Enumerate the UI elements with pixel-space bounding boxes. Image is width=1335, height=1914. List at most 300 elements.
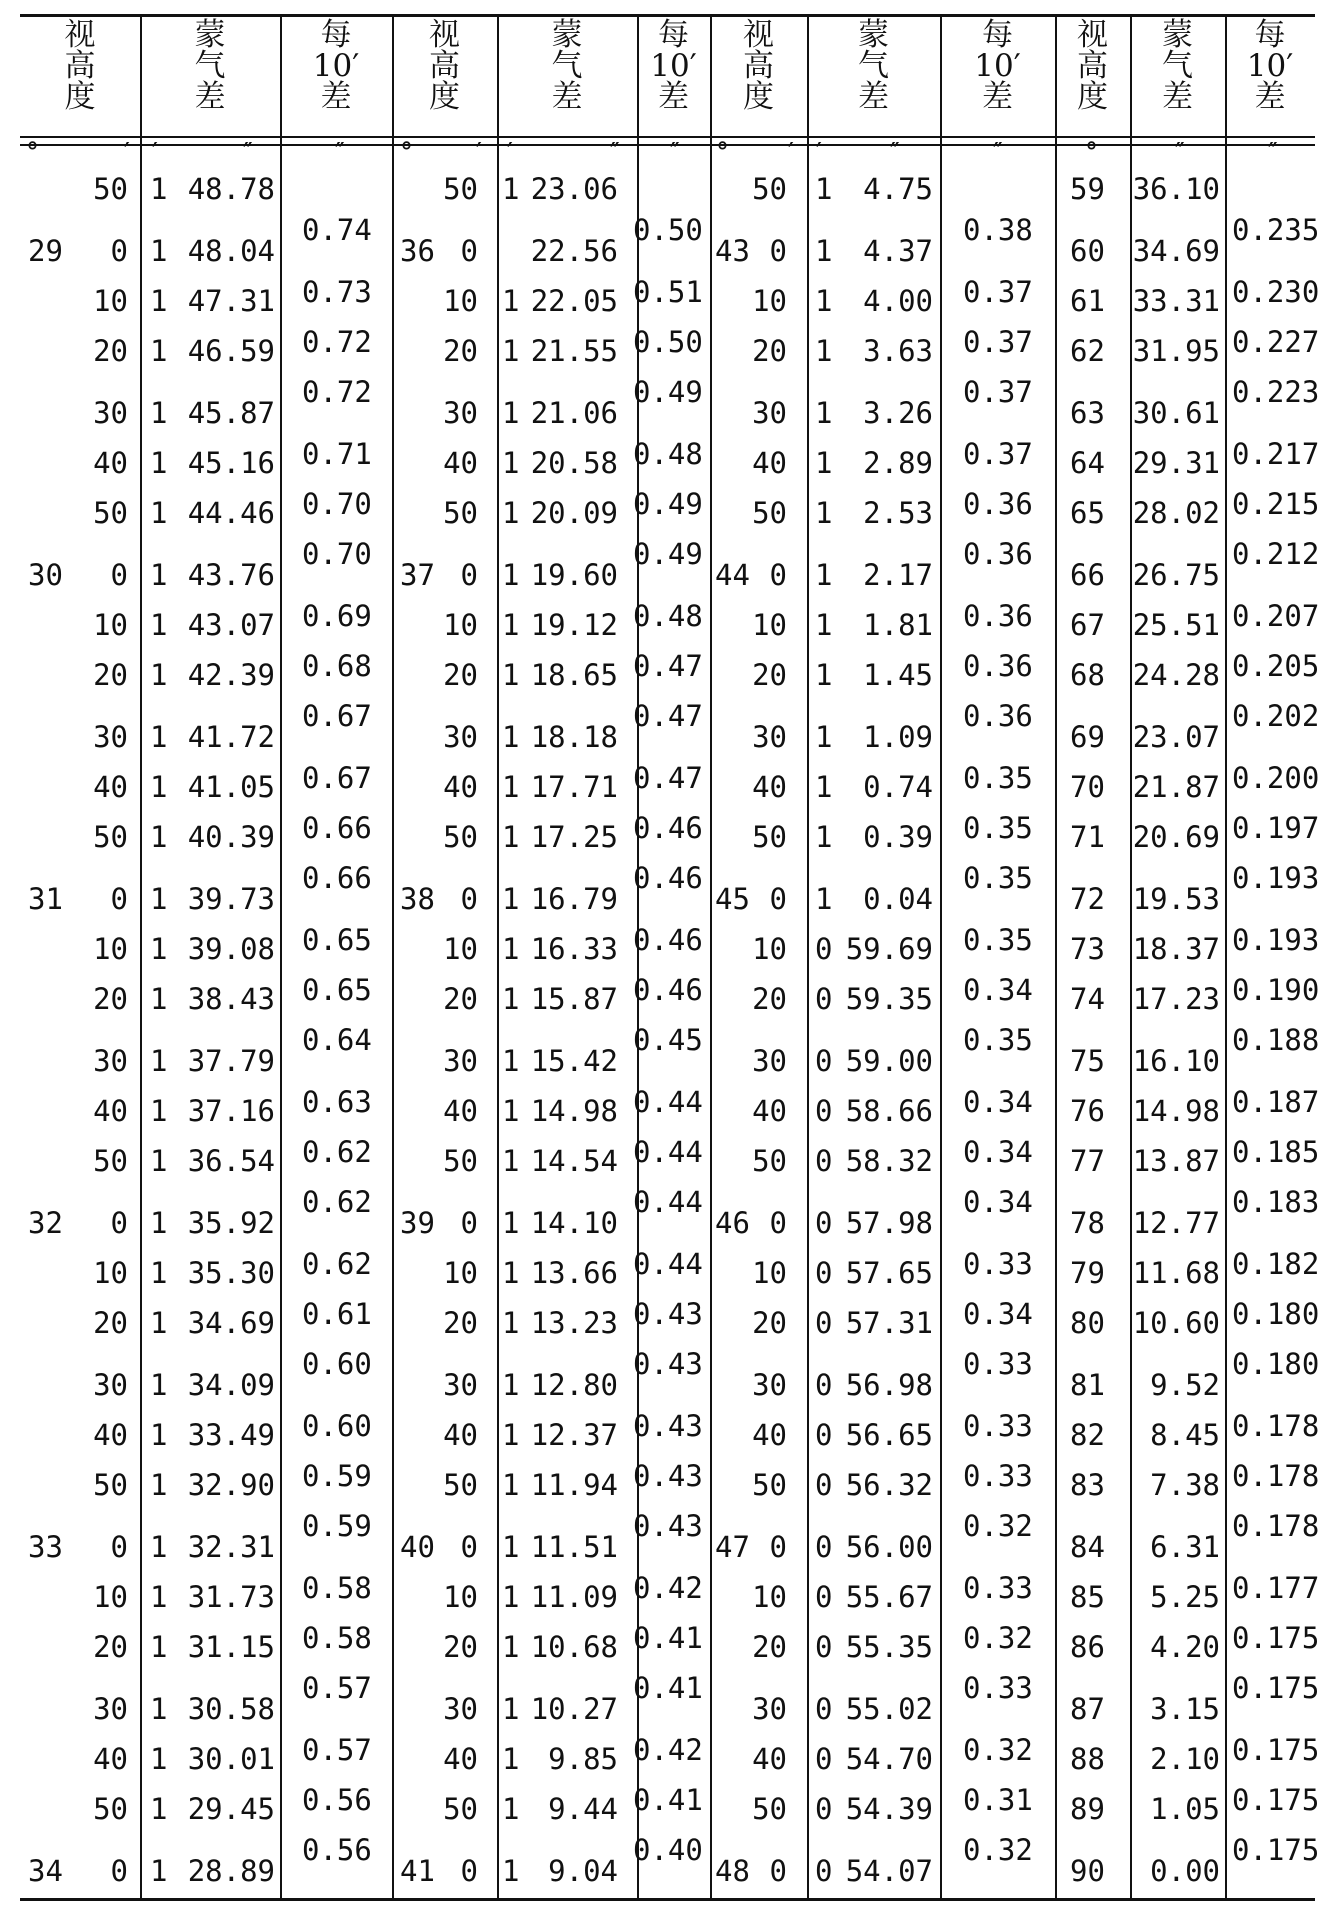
difference-per-10: 0.36: [963, 537, 1033, 571]
refraction-seconds: 32.31: [187, 1530, 275, 1564]
altitude-minutes: 10: [752, 932, 787, 966]
altitude-minutes: 30: [93, 1044, 128, 1078]
refraction-seconds: 57.31: [845, 1306, 933, 1340]
altitude-minutes: 0: [460, 558, 478, 592]
difference-per-10: 0.68: [302, 649, 372, 683]
altitude-degrees: 47: [715, 1530, 750, 1564]
difference-per-10: 0.45: [633, 1023, 703, 1057]
altitude-degrees: 69: [1070, 720, 1105, 754]
refraction-minutes: 1: [815, 558, 833, 592]
difference-per-10: 0.235: [1232, 213, 1320, 247]
refraction-minutes: 1: [150, 1792, 168, 1826]
unit-symbol: °: [400, 138, 413, 168]
difference-per-10: 0.37: [963, 275, 1033, 309]
altitude-degrees: 48: [715, 1854, 750, 1888]
altitude-minutes: 30: [93, 1368, 128, 1402]
refraction-minutes: 1: [815, 720, 833, 754]
altitude-minutes: 50: [752, 172, 787, 206]
difference-per-10: 0.32: [963, 1509, 1033, 1543]
unit-symbol: ″: [610, 138, 620, 168]
refraction-seconds: 12.80: [530, 1368, 618, 1402]
refraction-minutes: 0: [815, 1630, 833, 1664]
refraction-minutes: 1: [815, 820, 833, 854]
refraction-seconds: 36.54: [187, 1144, 275, 1178]
altitude-minutes: 0: [110, 882, 128, 916]
difference-per-10: 0.175: [1232, 1833, 1320, 1867]
altitude-degrees: 62: [1070, 334, 1105, 368]
altitude-degrees: 61: [1070, 284, 1105, 318]
altitude-minutes: 40: [752, 1094, 787, 1128]
difference-per-10: 0.223: [1232, 375, 1320, 409]
refraction-minutes: 1: [150, 1094, 168, 1128]
header-rule: [20, 136, 1315, 138]
refraction-seconds: 2.10: [1150, 1742, 1220, 1776]
difference-per-10: 0.33: [963, 1247, 1033, 1281]
refraction-seconds: 9.85: [548, 1742, 618, 1776]
difference-per-10: 0.60: [302, 1347, 372, 1381]
unit-symbol: °: [716, 138, 729, 168]
refraction-minutes: 1: [150, 1306, 168, 1340]
refraction-seconds: 54.07: [845, 1854, 933, 1888]
refraction-seconds: 33.31: [1132, 284, 1220, 318]
column-header-altitude: [1055, 17, 1130, 115]
refraction-seconds: 24.28: [1132, 658, 1220, 692]
refraction-seconds: 41.05: [187, 770, 275, 804]
difference-per-10: 0.37: [963, 325, 1033, 359]
refraction-minutes: 1: [502, 558, 520, 592]
refraction-minutes: 1: [502, 446, 520, 480]
altitude-degrees: 67: [1070, 608, 1105, 642]
column-rule: [497, 14, 499, 1898]
unit-symbol: ′: [152, 138, 158, 168]
column-header-altitude: [20, 17, 140, 115]
refraction-seconds: 16.33: [530, 932, 618, 966]
difference-per-10: 0.62: [302, 1185, 372, 1219]
difference-per-10: 0.66: [302, 811, 372, 845]
altitude-degrees: 46: [715, 1206, 750, 1240]
difference-per-10: 0.205: [1232, 649, 1320, 683]
refraction-seconds: 48.78: [187, 172, 275, 206]
refraction-minutes: 1: [502, 1094, 520, 1128]
refraction-seconds: 9.04: [548, 1854, 618, 1888]
difference-per-10: 0.43: [633, 1459, 703, 1493]
refraction-minutes: 1: [815, 658, 833, 692]
refraction-minutes: 1: [502, 1206, 520, 1240]
header-char: 每: [658, 17, 689, 53]
difference-per-10: 0.178: [1232, 1459, 1320, 1493]
refraction-minutes: 1: [150, 1418, 168, 1452]
refraction-seconds: 4.20: [1150, 1630, 1220, 1664]
altitude-minutes: 50: [752, 496, 787, 530]
refraction-minutes: 1: [150, 932, 168, 966]
refraction-seconds: 5.25: [1150, 1580, 1220, 1614]
difference-per-10: 0.41: [633, 1671, 703, 1705]
altitude-minutes: 10: [93, 608, 128, 642]
altitude-degrees: 84: [1070, 1530, 1105, 1564]
altitude-degrees: 59: [1070, 172, 1105, 206]
header-char: 差: [1254, 79, 1286, 115]
refraction-seconds: 28.02: [1132, 496, 1220, 530]
difference-per-10: 0.175: [1232, 1783, 1320, 1817]
altitude-minutes: 40: [443, 1418, 478, 1452]
unit-symbol: ′: [476, 138, 482, 168]
refraction-seconds: 44.46: [187, 496, 275, 530]
refraction-minutes: 0: [815, 1206, 833, 1240]
altitude-minutes: 10: [93, 932, 128, 966]
refraction-minutes: 0: [815, 1530, 833, 1564]
altitude-degrees: 45: [715, 882, 750, 916]
column-rule: [392, 14, 394, 1898]
altitude-degrees: 74: [1070, 982, 1105, 1016]
refraction-minutes: 1: [150, 1692, 168, 1726]
header-char: 气: [194, 48, 226, 84]
refraction-minutes: 1: [502, 172, 520, 206]
refraction-seconds: 41.72: [187, 720, 275, 754]
refraction-seconds: 56.00: [845, 1530, 933, 1564]
refraction-seconds: 45.87: [187, 396, 275, 430]
refraction-minutes: 1: [150, 1530, 168, 1564]
refraction-minutes: 1: [502, 1306, 520, 1340]
refraction-minutes: 1: [150, 558, 168, 592]
unit-symbol: °: [1085, 138, 1098, 168]
altitude-minutes: 20: [443, 1630, 478, 1664]
header-char: 气: [858, 48, 889, 84]
altitude-degrees: 80: [1070, 1306, 1105, 1340]
refraction-minutes: 0: [815, 932, 833, 966]
difference-per-10: 0.33: [963, 1671, 1033, 1705]
header-char: 蒙: [1162, 17, 1193, 53]
header-char: 气: [551, 48, 583, 84]
refraction-minutes: 1: [150, 1368, 168, 1402]
refraction-seconds: 15.42: [530, 1044, 618, 1078]
refraction-seconds: 30.01: [187, 1742, 275, 1776]
refraction-minutes: 0: [815, 982, 833, 1016]
refraction-seconds: 19.60: [530, 558, 618, 592]
altitude-minutes: 30: [443, 1044, 478, 1078]
refraction-minutes: 1: [502, 1630, 520, 1664]
altitude-minutes: 0: [460, 234, 478, 268]
altitude-minutes: 20: [443, 658, 478, 692]
difference-per-10: 0.44: [633, 1185, 703, 1219]
column-header-diff-per-10: [940, 17, 1055, 115]
altitude-minutes: 20: [93, 982, 128, 1016]
refraction-minutes: 1: [150, 284, 168, 318]
refraction-seconds: 19.12: [530, 608, 618, 642]
refraction-seconds: 34.09: [187, 1368, 275, 1402]
refraction-minutes: 1: [150, 396, 168, 430]
refraction-minutes: 1: [150, 1468, 168, 1502]
refraction-minutes: 1: [502, 608, 520, 642]
altitude-minutes: 40: [443, 446, 478, 480]
altitude-minutes: 20: [93, 1630, 128, 1664]
difference-per-10: 0.178: [1232, 1409, 1320, 1443]
difference-per-10: 0.51: [633, 275, 703, 309]
header-char: 差: [320, 79, 352, 115]
difference-per-10: 0.40: [633, 1833, 703, 1867]
altitude-degrees: 71: [1070, 820, 1105, 854]
difference-per-10: 0.36: [963, 487, 1033, 521]
altitude-degrees: 40: [400, 1530, 435, 1564]
altitude-minutes: 0: [460, 1854, 478, 1888]
refraction-seconds: 3.15: [1150, 1692, 1220, 1726]
altitude-degrees: 68: [1070, 658, 1105, 692]
altitude-minutes: 40: [752, 770, 787, 804]
altitude-minutes: 30: [752, 1692, 787, 1726]
header-char: 蒙: [194, 17, 226, 53]
unit-symbol: ′: [816, 138, 822, 168]
difference-per-10: 0.193: [1232, 861, 1320, 895]
refraction-seconds: 37.79: [187, 1044, 275, 1078]
column-rule: [1055, 14, 1057, 1898]
difference-per-10: 0.65: [302, 973, 372, 1007]
refraction-seconds: 33.49: [187, 1418, 275, 1452]
refraction-seconds: 23.06: [530, 172, 618, 206]
altitude-degrees: 76: [1070, 1094, 1105, 1128]
difference-per-10: 0.32: [963, 1621, 1033, 1655]
refraction-seconds: 38.43: [187, 982, 275, 1016]
refraction-seconds: 12.37: [530, 1418, 618, 1452]
altitude-minutes: 50: [752, 1792, 787, 1826]
altitude-minutes: 0: [460, 882, 478, 916]
altitude-degrees: 70: [1070, 770, 1105, 804]
refraction-minutes: 0: [815, 1468, 833, 1502]
refraction-minutes: 1: [502, 982, 520, 1016]
difference-per-10: 0.66: [302, 861, 372, 895]
refraction-minutes: 1: [150, 770, 168, 804]
refraction-minutes: 1: [150, 334, 168, 368]
difference-per-10: 0.202: [1232, 699, 1320, 733]
difference-per-10: 0.36: [963, 599, 1033, 633]
header-char: 气: [1162, 48, 1193, 84]
unit-symbol: ′: [124, 138, 130, 168]
difference-per-10: 0.62: [302, 1135, 372, 1169]
refraction-seconds: 59.00: [845, 1044, 933, 1078]
altitude-minutes: 20: [752, 658, 787, 692]
header-char: 蒙: [551, 17, 583, 53]
refraction-minutes: 0: [815, 1306, 833, 1340]
altitude-minutes: 30: [93, 396, 128, 430]
refraction-seconds: 25.51: [1132, 608, 1220, 642]
header-char: 视: [64, 17, 96, 53]
refraction-seconds: 23.07: [1132, 720, 1220, 754]
altitude-minutes: 50: [752, 820, 787, 854]
refraction-seconds: 42.39: [187, 658, 275, 692]
refraction-seconds: 58.66: [845, 1094, 933, 1128]
altitude-minutes: 0: [460, 1530, 478, 1564]
refraction-seconds: 9.44: [548, 1792, 618, 1826]
difference-per-10: 0.56: [302, 1833, 372, 1867]
column-rule: [807, 14, 809, 1898]
refraction-seconds: 59.69: [845, 932, 933, 966]
difference-per-10: 0.185: [1232, 1135, 1320, 1169]
difference-per-10: 0.64: [302, 1023, 372, 1057]
difference-per-10: 0.178: [1232, 1509, 1320, 1543]
refraction-minutes: 1: [150, 446, 168, 480]
header-char: 度: [743, 79, 774, 115]
column-header-altitude: [392, 17, 497, 115]
refraction-seconds: 11.09: [530, 1580, 618, 1614]
difference-per-10: 0.32: [963, 1733, 1033, 1767]
refraction-minutes: 1: [150, 658, 168, 692]
unit-symbol: ″: [335, 138, 345, 168]
altitude-degrees: 29: [28, 234, 63, 268]
refraction-seconds: 21.87: [1132, 770, 1220, 804]
altitude-minutes: 10: [443, 1256, 478, 1290]
difference-per-10: 0.33: [963, 1571, 1033, 1605]
header-char: 差: [1162, 79, 1193, 115]
altitude-degrees: 34: [28, 1854, 63, 1888]
altitude-minutes: 20: [93, 1306, 128, 1340]
altitude-minutes: 40: [752, 1418, 787, 1452]
difference-per-10: 0.74: [302, 213, 372, 247]
header-char: 每: [982, 17, 1013, 53]
column-header-refraction: [140, 17, 280, 115]
difference-per-10: 0.180: [1232, 1297, 1320, 1331]
difference-per-10: 0.34: [963, 1085, 1033, 1119]
altitude-degrees: 37: [400, 558, 435, 592]
altitude-minutes: 10: [752, 284, 787, 318]
header-char: 高: [1077, 48, 1108, 84]
altitude-minutes: 20: [752, 1630, 787, 1664]
refraction-minutes: 1: [150, 720, 168, 754]
refraction-seconds: 1.09: [863, 720, 933, 754]
difference-per-10: 0.46: [633, 923, 703, 957]
altitude-minutes: 10: [443, 284, 478, 318]
header-char: 视: [1077, 17, 1108, 53]
refraction-seconds: 29.31: [1132, 446, 1220, 480]
difference-per-10: 0.48: [633, 437, 703, 471]
difference-per-10: 0.43: [633, 1409, 703, 1443]
refraction-seconds: 13.66: [530, 1256, 618, 1290]
altitude-minutes: 0: [769, 1854, 787, 1888]
altitude-minutes: 50: [443, 496, 478, 530]
altitude-degrees: 72: [1070, 882, 1105, 916]
difference-per-10: 0.33: [963, 1347, 1033, 1381]
difference-per-10: 0.61: [302, 1297, 372, 1331]
refraction-seconds: 22.56: [530, 234, 618, 268]
refraction-seconds: 7.38: [1150, 1468, 1220, 1502]
refraction-seconds: 18.65: [530, 658, 618, 692]
refraction-minutes: 1: [150, 1044, 168, 1078]
refraction-seconds: 3.26: [863, 396, 933, 430]
refraction-minutes: 0: [815, 1044, 833, 1078]
difference-per-10: 0.65: [302, 923, 372, 957]
column-header-refraction: [1130, 17, 1225, 115]
difference-per-10: 0.48: [633, 599, 703, 633]
altitude-degrees: 75: [1070, 1044, 1105, 1078]
refraction-seconds: 10.27: [530, 1692, 618, 1726]
refraction-seconds: 18.18: [530, 720, 618, 754]
refraction-seconds: 40.39: [187, 820, 275, 854]
refraction-minutes: 1: [150, 1854, 168, 1888]
difference-per-10: 0.44: [633, 1085, 703, 1119]
altitude-degrees: 87: [1070, 1692, 1105, 1726]
altitude-minutes: 50: [93, 1792, 128, 1826]
altitude-degrees: 64: [1070, 446, 1105, 480]
header-char: 每: [320, 17, 352, 53]
altitude-minutes: 10: [93, 1256, 128, 1290]
difference-per-10: 0.175: [1232, 1671, 1320, 1705]
refraction-minutes: 1: [150, 1742, 168, 1776]
refraction-seconds: 3.63: [863, 334, 933, 368]
refraction-minutes: 1: [150, 982, 168, 1016]
difference-per-10: 0.193: [1232, 923, 1320, 957]
refraction-seconds: 2.17: [863, 558, 933, 592]
header-char: 度: [429, 79, 460, 115]
altitude-minutes: 30: [752, 1368, 787, 1402]
altitude-minutes: 0: [110, 234, 128, 268]
refraction-seconds: 35.30: [187, 1256, 275, 1290]
altitude-degrees: 82: [1070, 1418, 1105, 1452]
refraction-minutes: 1: [150, 1256, 168, 1290]
refraction-seconds: 0.74: [863, 770, 933, 804]
refraction-minutes: 0: [815, 1094, 833, 1128]
altitude-minutes: 40: [752, 1742, 787, 1776]
altitude-minutes: 0: [110, 558, 128, 592]
refraction-minutes: 1: [502, 1418, 520, 1452]
difference-per-10: 0.46: [633, 861, 703, 895]
difference-per-10: 0.47: [633, 761, 703, 795]
refraction-minutes: 1: [502, 658, 520, 692]
difference-per-10: 0.49: [633, 487, 703, 521]
refraction-minutes: 1: [815, 172, 833, 206]
refraction-seconds: 31.95: [1132, 334, 1220, 368]
difference-per-10: 0.175: [1232, 1621, 1320, 1655]
altitude-minutes: 0: [110, 1530, 128, 1564]
difference-per-10: 0.34: [963, 1185, 1033, 1219]
difference-per-10: 0.44: [633, 1135, 703, 1169]
altitude-degrees: 31: [28, 882, 63, 916]
refraction-seconds: 0.00: [1150, 1854, 1220, 1888]
altitude-minutes: 50: [752, 1144, 787, 1178]
refraction-minutes: 1: [502, 1530, 520, 1564]
refraction-seconds: 18.37: [1132, 932, 1220, 966]
altitude-minutes: 20: [93, 334, 128, 368]
refraction-minutes: 1: [815, 334, 833, 368]
column-rule: [1225, 14, 1227, 1898]
refraction-minutes: 1: [502, 1044, 520, 1078]
altitude-minutes: 0: [769, 1530, 787, 1564]
refraction-seconds: 28.89: [187, 1854, 275, 1888]
refraction-seconds: 48.04: [187, 234, 275, 268]
refraction-seconds: 13.87: [1132, 1144, 1220, 1178]
refraction-minutes: 1: [150, 234, 168, 268]
difference-per-10: 0.38: [963, 213, 1033, 247]
refraction-seconds: 43.07: [187, 608, 275, 642]
header-char: 视: [743, 17, 774, 53]
altitude-minutes: 20: [443, 334, 478, 368]
refraction-minutes: 0: [815, 1742, 833, 1776]
altitude-minutes: 10: [752, 1580, 787, 1614]
difference-per-10: 0.41: [633, 1621, 703, 1655]
refraction-seconds: 31.73: [187, 1580, 275, 1614]
difference-per-10: 0.212: [1232, 537, 1320, 571]
header-char: 10′: [974, 48, 1021, 84]
refraction-seconds: 9.52: [1150, 1368, 1220, 1402]
refraction-minutes: 1: [815, 770, 833, 804]
difference-per-10: 0.37: [963, 437, 1033, 471]
altitude-minutes: 50: [443, 1144, 478, 1178]
altitude-minutes: 20: [752, 1306, 787, 1340]
altitude-degrees: 78: [1070, 1206, 1105, 1240]
altitude-minutes: 0: [460, 1206, 478, 1240]
difference-per-10: 0.67: [302, 699, 372, 733]
unit-symbol: ″: [243, 138, 253, 168]
difference-per-10: 0.47: [633, 649, 703, 683]
refraction-seconds: 21.55: [530, 334, 618, 368]
refraction-minutes: 0: [815, 1580, 833, 1614]
altitude-minutes: 10: [443, 932, 478, 966]
